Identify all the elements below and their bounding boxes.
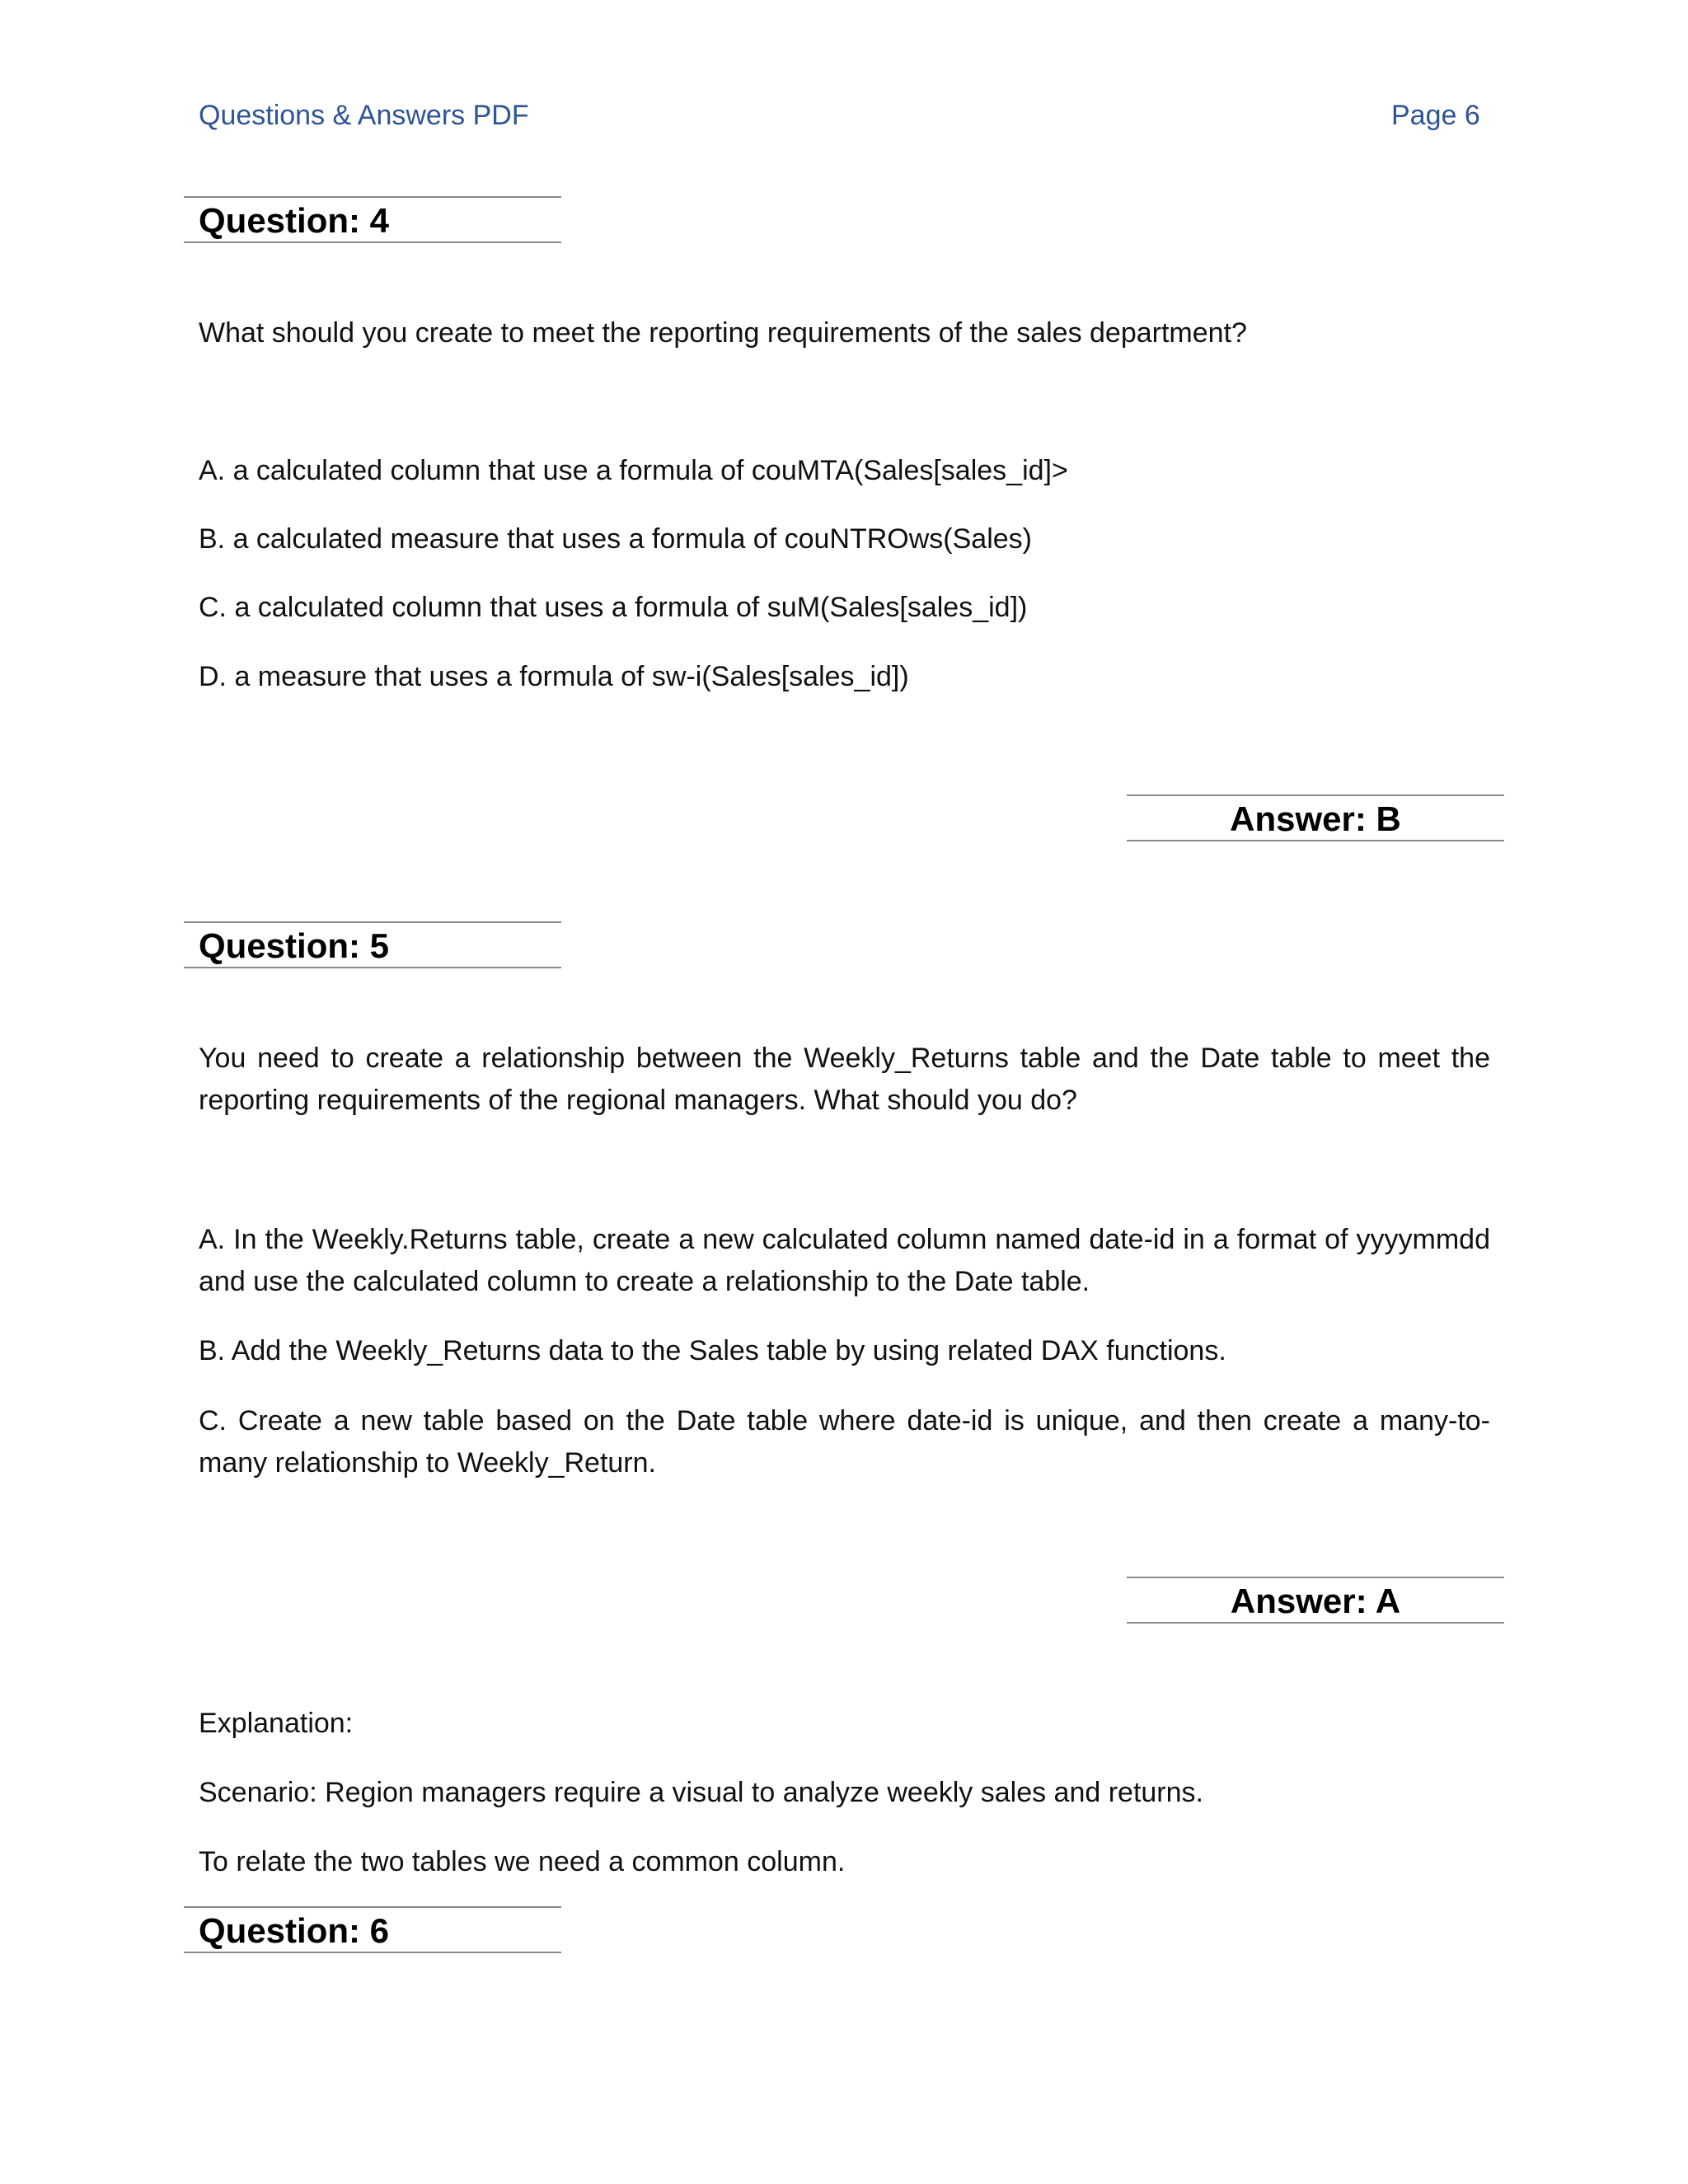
question-5-option-b: B. Add the Weekly_Returns data to the Sales table by using related DAX functions.: [199, 1335, 1226, 1366]
question-4-option-d: D. a measure that uses a formula of sw-i(Sales[sales_id]): [199, 661, 909, 692]
question-4-option-b: B. a calculated measure that uses a formula of couNTROws(Sales): [199, 523, 1032, 555]
question-4-text: What should you create to meet the reporting requirements of the sales department?: [199, 317, 1247, 349]
question-4-heading: [184, 196, 561, 243]
explanation-line-2: To relate the two tables we need a common column.: [199, 1846, 846, 1877]
question-5-answer-box: [1127, 1577, 1504, 1624]
explanation-line-1: Scenario: Region managers require a visual to analyze weekly sales and returns.: [199, 1777, 1203, 1808]
question-5-text: You need to create a relationship between the Weekly_Returns table and the Date table to meet the reporting requirements of the regional managers. What should you do?: [199, 1043, 1490, 1116]
question-6-label: Question: 6: [199, 1911, 390, 1950]
header-title: Questions & Answers PDF: [199, 100, 529, 131]
question-6-heading: [184, 1906, 561, 1953]
question-5-option-a: A. In the Weekly.Returns table, create a new calculated column named date-id in a format of yyyymmdd and use the calculated column to create a relationship to the Date table.: [199, 1224, 1490, 1297]
question-5-option-c: C. Create a new table based on the Date table where date-id is unique, and then create a many-to-many relationship to Weekly_Return.: [199, 1405, 1490, 1479]
question-5-label: Question: 5: [199, 926, 390, 965]
question-4-option-c: C. a calculated column that uses a formula of suM(Sales[sales_id]): [199, 592, 1028, 623]
page-number: Page 6: [1391, 100, 1480, 131]
question-5-heading: [184, 921, 561, 968]
question-4-answer: Answer: B: [1230, 799, 1401, 838]
question-4-option-a: A. a calculated column that use a formula of couMTA(Sales[sales_id]>: [199, 455, 1068, 486]
question-4-answer-box: [1127, 794, 1504, 841]
question-5-answer: Answer: A: [1230, 1582, 1401, 1620]
question-4-label: Question: 4: [199, 201, 390, 240]
explanation-label: Explanation:: [199, 1708, 354, 1739]
